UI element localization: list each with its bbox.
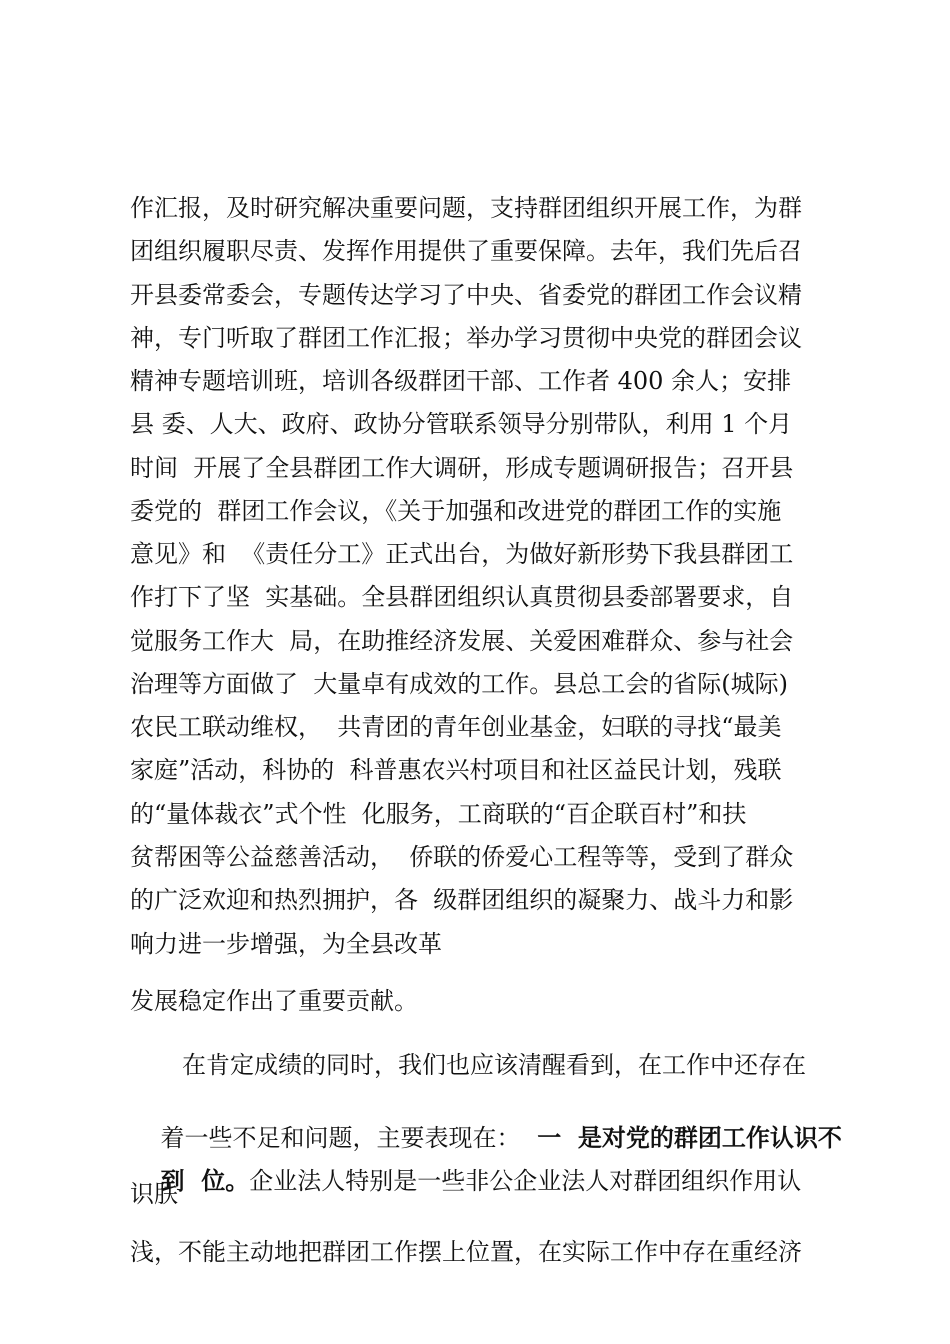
text-segment: 企业法人特别是一些非公企业法人对群团组织作用认 — [249, 1167, 802, 1195]
text-line: 精神专题培训班，培训各级群团干部、工作者 400 余人；安排 — [130, 367, 792, 395]
bold-text-segment: 一 是对党的群团工作认识不 — [520, 1123, 842, 1152]
text-line: 作打下了坚 实基础。全县群团组织认真贯彻县委部署要求，自 — [130, 583, 794, 611]
text-line: 发展稳定作出了重要贡献。 — [130, 987, 418, 1015]
text-line: 识肤 — [130, 1180, 178, 1208]
text-segment: 着一些不足和问题，主要表现在： — [160, 1124, 521, 1152]
text-line: 家庭”活动，科协的 科普惠农兴村项目和社区益民计划，残联 — [130, 756, 782, 784]
text-line: 浅，不能主动地把群团工作摆上位置，在实际工作中存在重经济 — [130, 1238, 802, 1266]
text-line: 团组织履职尽责、发挥作用提供了重要保障。去年，我们先后召 — [130, 237, 802, 265]
text-line: 时间 开展了全县群团工作大调研，形成专题调研报告；召开县 — [130, 454, 794, 482]
text-line: 农民工联动维权， 共青团的青年创业基金，妇联的寻找“最美 — [130, 713, 782, 741]
text-line: 神，专门听取了群团工作汇报；举办学习贯彻中央党的群团会议 — [130, 324, 802, 352]
text-line: 贫帮困等公益慈善活动， 侨联的侨爱心工程等等，受到了群众 — [130, 843, 794, 871]
bold-text-segment: 到 位。 — [160, 1166, 250, 1195]
text-line: 开县委常委会，专题传达学习了中央、省委党的群团工作会议精 — [130, 281, 802, 309]
text-line — [130, 1136, 801, 1226]
text-line: 治理等方面做了 大量卓有成效的工作。县总工会的省际(城际) — [130, 670, 788, 698]
text-line: 响力进一步增强，为全县改革 — [130, 930, 442, 958]
text-line: 委党的 群团工作会议，《关于加强和改进党的群团工作的实施 — [130, 497, 782, 525]
text-line: 的“量体裁衣”式个性 化服务，工商联的“百企联百村”和扶 — [130, 800, 747, 828]
text-line: 意见》和 《责任分工》正式出台，为做好新形势下我县群团工 — [130, 540, 794, 568]
text-line: 在肯定成绩的同时，我们也应该清醒看到，在工作中还存在 — [182, 1051, 806, 1079]
text-line: 作汇报，及时研究解决重要问题，支持群团组织开展工作，为群 — [130, 194, 802, 222]
text-line: 县 委、人大、政府、政协分管联系领导分别带队，利用 1 个月 — [130, 410, 793, 438]
text-line: 觉服务工作大 局，在助推经济发展、关爱困难群众、参与社会 — [130, 627, 794, 655]
text-line: 的广泛欢迎和热烈拥护，各 级群团组织的凝聚力、战斗力和影 — [130, 886, 794, 914]
